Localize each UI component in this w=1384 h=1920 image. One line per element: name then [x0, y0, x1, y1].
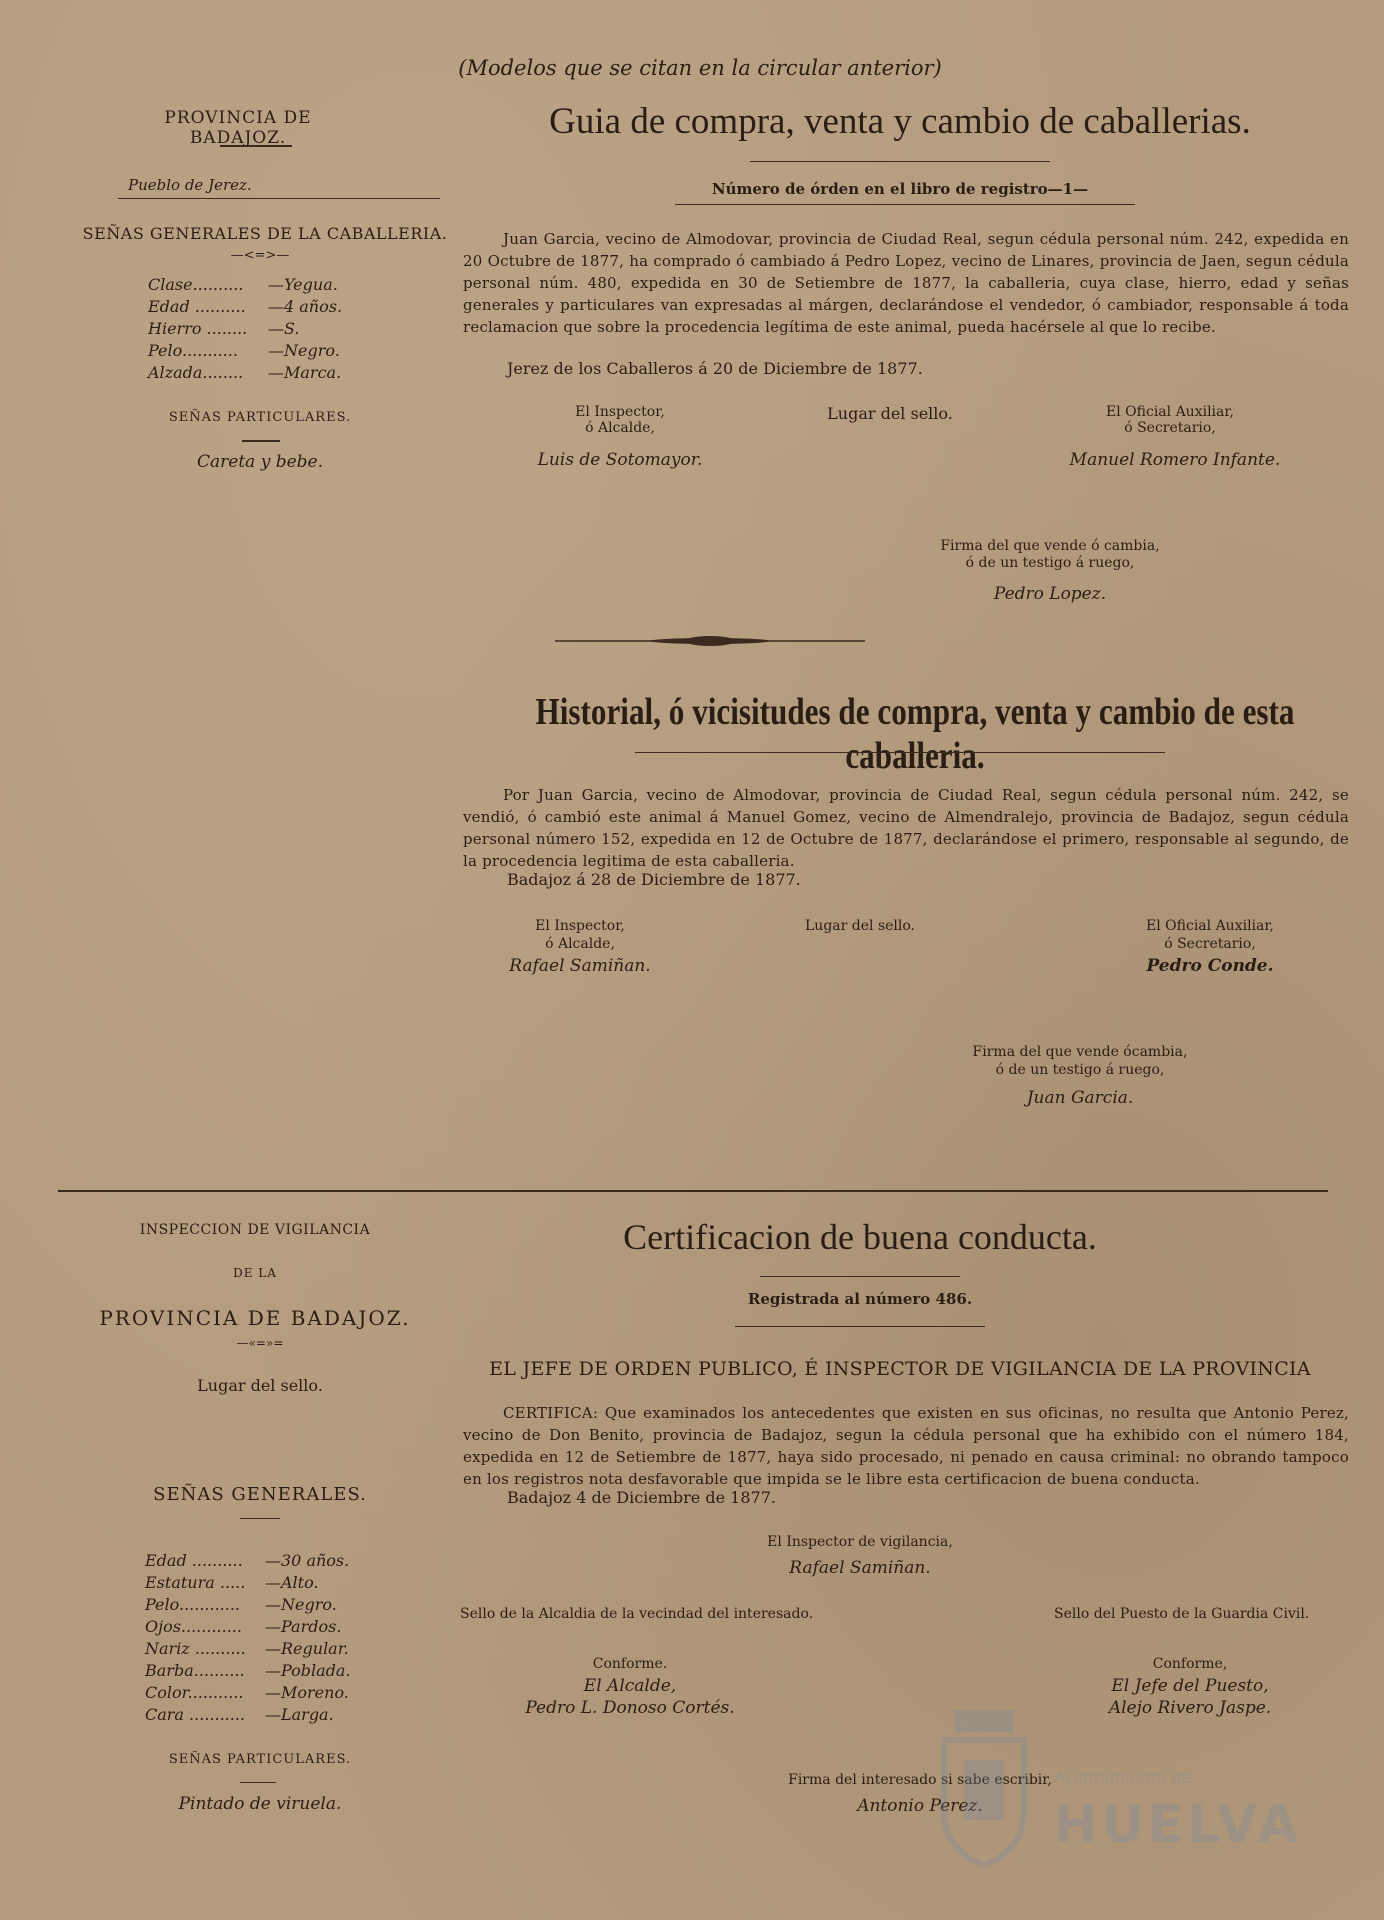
guia-fields — [148, 274, 408, 384]
cert-jefe-label: El Jefe del Puesto, — [1111, 1676, 1269, 1696]
cert-side-line1: INSPECCION DE VIGILANCIA — [139, 1222, 371, 1238]
field-key: Alzada........ — [148, 363, 244, 382]
cert-title: Certificacion de buena conducta. — [623, 1217, 1097, 1257]
guia-firma-label: ó de un testigo á ruego, — [965, 555, 1135, 571]
field-key: Barba.......... — [145, 1661, 245, 1680]
crest-icon — [929, 1700, 1039, 1870]
cert-side-line2: DE LA — [233, 1266, 277, 1280]
cert-heading: EL JEFE DE ORDEN PUBLICO, É INSPECTOR DE VIGILANCIA DE LA PROVINCIA — [489, 1358, 1311, 1380]
watermark-main: HUELVA — [1054, 1795, 1303, 1855]
field-value: —4 años. — [268, 297, 343, 316]
divider — [220, 145, 292, 147]
cert-conforme-right: Conforme, — [1152, 1656, 1228, 1672]
field-value: —Yegua. — [268, 275, 338, 294]
field-key: Edad .......... — [145, 1551, 243, 1570]
ornament: —«=»= — [236, 1336, 284, 1350]
historial-firma-label: ó de un testigo á ruego, — [995, 1062, 1165, 1078]
field-value: —S. — [268, 319, 300, 338]
field-key: Hierro ........ — [148, 319, 248, 338]
guia-inspector-label: ó Alcalde, — [585, 420, 655, 436]
watermark-logo — [919, 1680, 1303, 1880]
watermark-top: Ayuntamiento de — [1054, 1768, 1191, 1787]
cert-inspector-signature: Rafael Samiñan. — [789, 1558, 931, 1578]
divider — [760, 1276, 960, 1277]
divider — [118, 198, 440, 199]
divider — [635, 752, 1165, 753]
cert-alcalde-signature: Pedro L. Donoso Cortés. — [525, 1698, 735, 1718]
field-key: Ojos............ — [145, 1617, 242, 1636]
guia-date: Jerez de los Caballeros á 20 de Diciembre de 1877. — [507, 359, 923, 378]
cert-particular-value: Pintado de viruela. — [178, 1794, 342, 1814]
guia-town: Pueblo de Jerez. — [128, 176, 252, 194]
guia-title: Guia de compra, venta y cambio de caballerias. — [549, 101, 1251, 142]
guia-firma-signature: Pedro Lopez. — [993, 584, 1107, 604]
header-note: (Modelos que se citan en la circular anterior) — [458, 56, 942, 80]
historial-official-signature: Pedro Conde. — [1146, 956, 1274, 976]
divider — [735, 1326, 985, 1327]
divider — [240, 1782, 276, 1783]
guia-official-label: ó Secretario, — [1124, 420, 1216, 436]
guia-register-number: Número de órden en el libro de registro—1— — [711, 180, 1089, 198]
cert-register-number: Registrada al número 486. — [747, 1290, 973, 1308]
cert-seal-alcaldia: Sello de la Alcaldia de la vecindad del interesado. — [460, 1606, 814, 1622]
historial-date: Badajoz á 28 de Diciembre de 1877. — [507, 870, 801, 889]
field-value: —Negro. — [268, 341, 340, 360]
cert-firma-signature: Antonio Perez. — [857, 1796, 983, 1816]
cert-inspector-label: El Inspector de vigilancia, — [767, 1534, 953, 1550]
historial-inspector-label: El Inspector, — [535, 918, 625, 934]
divider — [240, 1518, 280, 1519]
guia-particular-title: SEÑAS PARTICULARES. — [168, 410, 352, 425]
guia-province: PROVINCIA DE BADAJOZ. — [164, 108, 312, 148]
guia-official-label: El Oficial Auxiliar, — [1106, 404, 1234, 420]
cert-side-province: PROVINCIA DE BADAJOZ. — [99, 1306, 411, 1330]
field-value: —Marca. — [268, 363, 342, 382]
field-value: —Negro. — [265, 1595, 337, 1614]
field-value: —30 años. — [265, 1551, 350, 1570]
field-value: —Regular. — [265, 1639, 349, 1658]
cert-alcalde-label: El Alcalde, — [583, 1676, 677, 1696]
divider — [675, 204, 1135, 205]
guia-seal-place: Lugar del sello. — [827, 404, 953, 423]
ornamental-divider — [555, 634, 865, 648]
guia-general-title: SEÑAS GENERALES DE LA CABALLERIA. — [82, 224, 448, 243]
guia-official-signature: Manuel Romero Infante. — [1069, 450, 1281, 470]
field-value: —Moreno. — [265, 1683, 349, 1702]
guia-body: Juan Garcia, vecino de Almodovar, provincia de Ciudad Real, segun cédula personal núm. 242, expedida en 20 Octubre de 1877, ha comprado ó cambiado á Pedro Lopez, vecino de Linares, provincia de Jaen, segun cédula personal núm. 480, expedida en 30 de Setiembre de 1877, la caballeria, cuya clase, hierro, edad y señas generales y particulares van expresadas al márgen, declarándose el vendedor, ó cambiador, responsable á toda reclamacion que sobre la procedencia legítima de este animal, pueda hacérsele al que lo recibe. — [463, 230, 1349, 336]
historial-inspector-label: ó Alcalde, — [545, 936, 615, 952]
historial-firma-label: Firma del que vende ócambia, — [972, 1044, 1188, 1060]
section-divider — [58, 1190, 1328, 1192]
historial-body: Por Juan Garcia, vecino de Almodovar, provincia de Ciudad Real, segun cédula personal núm. 242, se vendió, ó cambió este animal á Manuel Gomez, vecino de Almendralejo, provincia de Badajoz, segun cédula personal número 152, expedida en 12 de Octubre de 1877, declarándose el primero, responsable al segundo, de la procedencia legitima de esta caballeria. — [463, 786, 1349, 870]
cert-conforme-left: Conforme. — [592, 1656, 668, 1672]
guia-firma-label: Firma del que vende ó cambia, — [940, 538, 1160, 554]
field-key: Clase.......... — [148, 275, 244, 294]
historial-title: Historial, ó vicisitudes de compra, venta y cambio de esta caballeria. — [535, 691, 1295, 777]
field-value: —Pardos. — [265, 1617, 342, 1636]
cert-firma-label: Firma del interesado si sabe escribir, — [788, 1772, 1052, 1788]
guia-inspector-label: El Inspector, — [575, 404, 665, 420]
divider — [750, 161, 1050, 162]
field-value: —Alto. — [265, 1573, 319, 1592]
field-value: —Poblada. — [265, 1661, 351, 1680]
historial-firma-signature: Juan Garcia. — [1026, 1088, 1134, 1108]
cert-seal-guardia: Sello del Puesto de la Guardia Civil. — [1054, 1606, 1310, 1622]
divider — [242, 440, 280, 442]
guia-inspector-signature: Luis de Sotomayor. — [537, 450, 703, 470]
cert-general-title: SEÑAS GENERALES. — [153, 1484, 367, 1505]
historial-inspector-signature: Rafael Samiñan. — [509, 956, 651, 976]
field-key: Cara ........... — [145, 1705, 245, 1724]
cert-jefe-signature: Alejo Rivero Jaspe. — [1108, 1698, 1272, 1718]
field-key: Edad .......... — [148, 297, 246, 316]
cert-date: Badajoz 4 de Diciembre de 1877. — [507, 1488, 776, 1507]
cert-body: CERTIFICA: Que examinados los antecedentes que existen en sus oficinas, no resulta que Antonio Perez, vecino de Don Benito, provincia de Badajoz, segun la cédula personal que ha exhibido con el número 184, expedida en 12 de Setiembre de 1877, haya sido procesado, ni penado en causa criminal: no obrando tampoco en los registros nota desfavorable que impida se le libre esta certificacion de buena conducta. — [463, 1404, 1349, 1488]
field-key: Color........... — [145, 1683, 244, 1702]
field-key: Nariz .......... — [145, 1639, 246, 1658]
ornament: —<=>— — [230, 248, 290, 263]
historial-official-label: ó Secretario, — [1164, 936, 1256, 952]
field-value: —Larga. — [265, 1705, 334, 1724]
cert-fields — [145, 1550, 405, 1726]
field-key: Pelo............ — [145, 1595, 241, 1614]
field-key: Pelo........... — [148, 341, 238, 360]
historial-seal-place: Lugar del sello. — [805, 918, 915, 934]
field-key: Estatura ..... — [145, 1573, 246, 1592]
cert-side-seal: Lugar del sello. — [197, 1376, 323, 1395]
historial-official-label: El Oficial Auxiliar, — [1146, 918, 1274, 934]
cert-particular-title: SEÑAS PARTICULARES. — [168, 1752, 352, 1767]
guia-particular-value: Careta y bebe. — [197, 452, 323, 472]
